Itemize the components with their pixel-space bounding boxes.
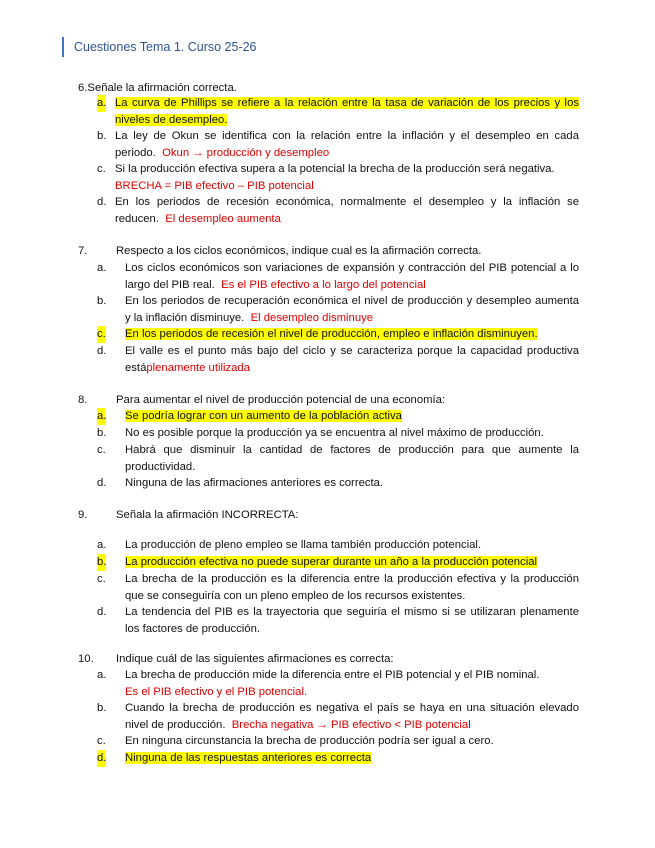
- option-text: En los periodos de recesión el nivel de producción, empleo e inflación disminuyen.: [125, 328, 538, 340]
- option-text: La brecha de producción mide la diferencia entre el PIB potencial y el PIB nominal.: [125, 669, 540, 681]
- option-letter: b.: [97, 427, 107, 439]
- option-text: En ninguna circunstancia la brecha de producción podría ser igual a cero.: [125, 735, 494, 747]
- option-letter: a.: [97, 408, 106, 425]
- question-text: Señala la afirmación INCORRECTA:: [116, 509, 299, 521]
- option-text: Ninguna de las respuestas anteriores es correcta: [125, 752, 372, 764]
- question-6-option-c: [97, 161, 579, 194]
- answer-note: Es el PIB efectivo y el PIB potencial.: [125, 685, 308, 698]
- option-text: No es posible porque la producción ya se encuentra al nivel máximo de producción.: [125, 427, 544, 439]
- question-8-option-b: [97, 425, 579, 442]
- option-letter: d.: [97, 750, 106, 767]
- option-text: La curva de Phillips se refiere a la relación entre la tasa de variación de los precios y los niveles de desempleo.: [115, 97, 579, 126]
- option-text: Habrá que disminuir la cantidad de factores de producción para que aumente la productividad.: [125, 444, 579, 473]
- answer-note: BRECHA = PIB efectivo – PIB potencial: [115, 179, 314, 192]
- question-8-option-a: [97, 408, 579, 425]
- question-9-option-b: [97, 554, 579, 571]
- question-8-option-c: [97, 442, 579, 475]
- question-6-stem: [78, 80, 237, 96]
- option-text: En los periodos de recesión económica, normalmente el desempleo y la inflación se reducen.: [115, 196, 579, 225]
- option-text: La brecha de la producción es la diferencia entre la producción efectiva y la producción que se conseguiría con un pleno empleo de los recursos existentes.: [125, 573, 579, 602]
- question-number: 7.: [78, 245, 88, 257]
- option-letter: a.: [97, 539, 107, 551]
- option-letter: a.: [97, 262, 107, 274]
- option-text: El valle es el punto más bajo del ciclo y se caracteriza porque la capacidad productiva está: [125, 345, 579, 374]
- option-text: Si la producción efectiva supera a la potencial la brecha de la producción será negativa.: [115, 163, 555, 175]
- option-letter: a.: [97, 95, 106, 112]
- question-7-option-c: [97, 326, 579, 343]
- answer-note: Brecha negativa → PIB efectivo < PIB potencial: [231, 718, 471, 731]
- question-10-option-d: [97, 750, 579, 767]
- document-title: Cuestiones Tema 1. Curso 25-26: [74, 40, 257, 54]
- question-7-option-d: [97, 343, 579, 376]
- document-header: [62, 37, 257, 57]
- option-text: Cuando la brecha de producción es negativa el país se haya en una situación elevado nivel de producción.: [125, 702, 579, 731]
- answer-note: El desempleo aumenta: [165, 212, 281, 225]
- question-7-option-b: [97, 293, 579, 326]
- option-text: La producción de pleno empleo se llama también producción potencial.: [125, 539, 482, 551]
- question-6-option-d: [97, 194, 579, 227]
- question-6-option-a: [97, 95, 579, 128]
- answer-note: Okun → producción y desempleo: [162, 146, 330, 159]
- option-letter: c.: [97, 573, 106, 585]
- option-text: En los periodos de recuperación económica el nivel de producción y desempleo aumenta y la inflación disminuye.: [125, 295, 579, 324]
- question-text: Para aumentar el nivel de producción potencial de una economía:: [116, 394, 446, 406]
- question-number: 8.: [78, 394, 88, 406]
- option-text: La tendencia del PIB es la trayectoria que seguiría el mismo si se utilizaran plenamente los factores de producción.: [125, 606, 579, 635]
- question-6-option-b: [97, 128, 579, 161]
- option-text: Se podría lograr con un aumento de la población activa: [125, 410, 402, 422]
- answer-note: plenamente utilizada: [146, 361, 250, 374]
- option-letter: a.: [97, 669, 107, 681]
- option-text: Los ciclos económicos son variaciones de expansión y contracción del PIB potencial a lo largo del PIB real.: [125, 262, 579, 291]
- option-letter: b.: [97, 130, 107, 142]
- option-text: La ley de Okun se identifica con la relación entre la inflación y el desempleo en cada periodo.: [115, 130, 579, 159]
- question-9-option-d: [97, 604, 579, 637]
- question-9-option-a: [97, 537, 579, 554]
- question-8-option-d: [97, 475, 579, 492]
- option-letter: d.: [97, 606, 107, 618]
- option-letter: d.: [97, 196, 107, 208]
- option-letter: b.: [97, 295, 107, 307]
- answer-note: Es el PIB efectivo a lo largo del potencial: [221, 278, 426, 291]
- option-letter: c.: [97, 444, 106, 456]
- option-text: Ninguna de las afirmaciones anteriores es correcta.: [125, 477, 384, 489]
- question-10-option-a: [97, 667, 579, 700]
- answer-note: El desempleo disminuye: [250, 311, 374, 324]
- option-text: La producción efectiva no puede superar durante un año a la producción potencial: [125, 556, 537, 568]
- question-number: 10.: [78, 653, 94, 665]
- question-number: 9.: [78, 509, 88, 521]
- option-letter: c.: [97, 735, 106, 747]
- question-10-option-c: [97, 733, 579, 750]
- question-9-option-c: [97, 571, 579, 604]
- question-text: Respecto a los ciclos económicos, indique cual es la afirmación correcta.: [116, 245, 482, 257]
- question-10-option-b: [97, 700, 579, 733]
- question-text: Señale la afirmación correcta.: [87, 82, 237, 94]
- option-letter: c.: [97, 326, 106, 343]
- option-letter: b.: [97, 554, 106, 571]
- option-letter: d.: [97, 345, 107, 357]
- option-letter: b.: [97, 702, 107, 714]
- question-text: Indique cuál de las siguientes afirmaciones es correcta:: [116, 653, 394, 665]
- option-letter: d.: [97, 477, 107, 489]
- question-number: 6.: [78, 82, 88, 94]
- question-7-option-a: [97, 260, 579, 293]
- option-letter: c.: [97, 163, 106, 175]
